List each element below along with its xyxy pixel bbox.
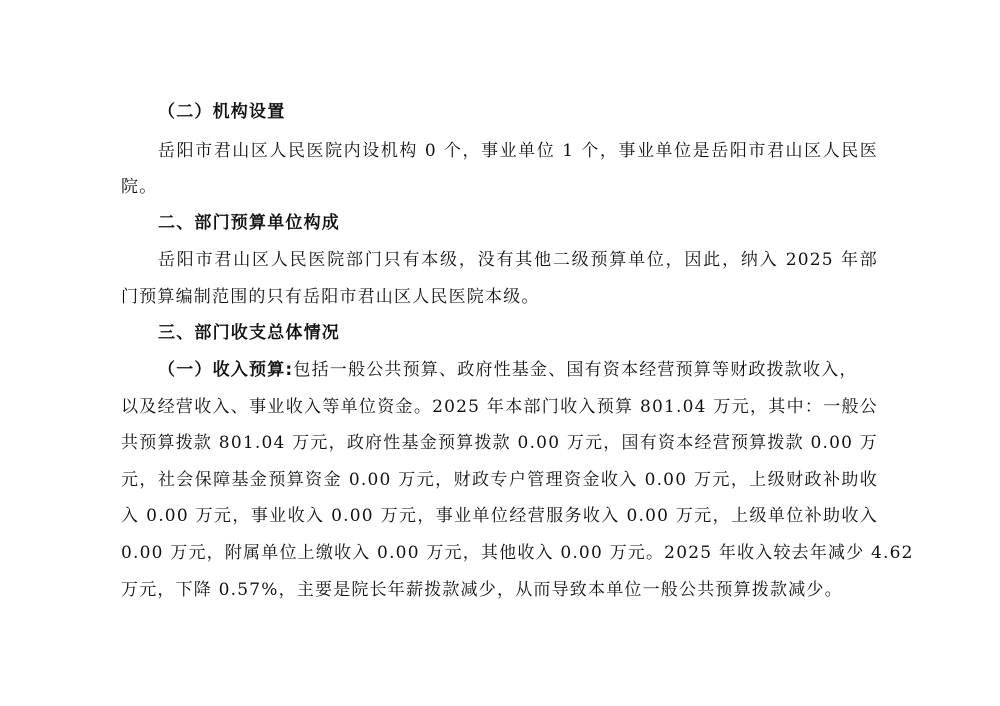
section-heading-overall-income-expense: 三、部门收支总体情况 <box>158 323 340 343</box>
paragraph-line: 以及经营收入、事业收入等单位资金。2025 年本部门收入预算 801.04 万元，其中：一般公 <box>121 397 878 417</box>
paragraph-line: 岳阳市君山区人民医院部门只有本级，没有其他二级预算单位，因此，纳入 2025 年部 <box>158 250 878 270</box>
paragraph-line: 元，社会保障基金预算资金 0.00 万元，财政专户管理资金收入 0.00 万元，上级财政补助收 <box>121 470 878 490</box>
paragraph-line: 入 0.00 万元，事业收入 0.00 万元，事业单位经营服务收入 0.00 万元，上级单位补助收入 <box>121 506 878 526</box>
income-budget-text: 包括一般公共预算、政府性基金、国有资本经营预算等财政拨款收入， <box>293 360 858 380</box>
section-heading-budget-units: 二、部门预算单位构成 <box>158 213 340 233</box>
paragraph-line: 0.00 万元，附属单位上缴收入 0.00 万元，其他收入 0.00 万元。2025 年收入较去年减少 4.62 <box>121 543 914 563</box>
section-heading-institution-setup: （二）机构设置 <box>158 102 286 122</box>
paragraph-line: 万元，下降 0.57%，主要是院长年薪拨款减少，从而导致本单位一般公共预算拨款减少。 <box>121 580 843 600</box>
income-budget-label: （一）收入预算: <box>158 360 294 380</box>
paragraph-line: 岳阳市君山区人民医院内设机构 0 个，事业单位 1 个，事业单位是岳阳市君山区人民医 <box>158 141 878 161</box>
paragraph-line: 共预算拨款 801.04 万元，政府性基金预算拨款 0.00 万元，国有资本经营预算拨款 0.00 万 <box>121 433 878 453</box>
paragraph-line-income-intro <box>158 360 858 380</box>
paragraph-line: 院。 <box>121 177 158 197</box>
paragraph-line: 门预算编制范围的只有岳阳市君山区人民医院本级。 <box>121 287 540 307</box>
